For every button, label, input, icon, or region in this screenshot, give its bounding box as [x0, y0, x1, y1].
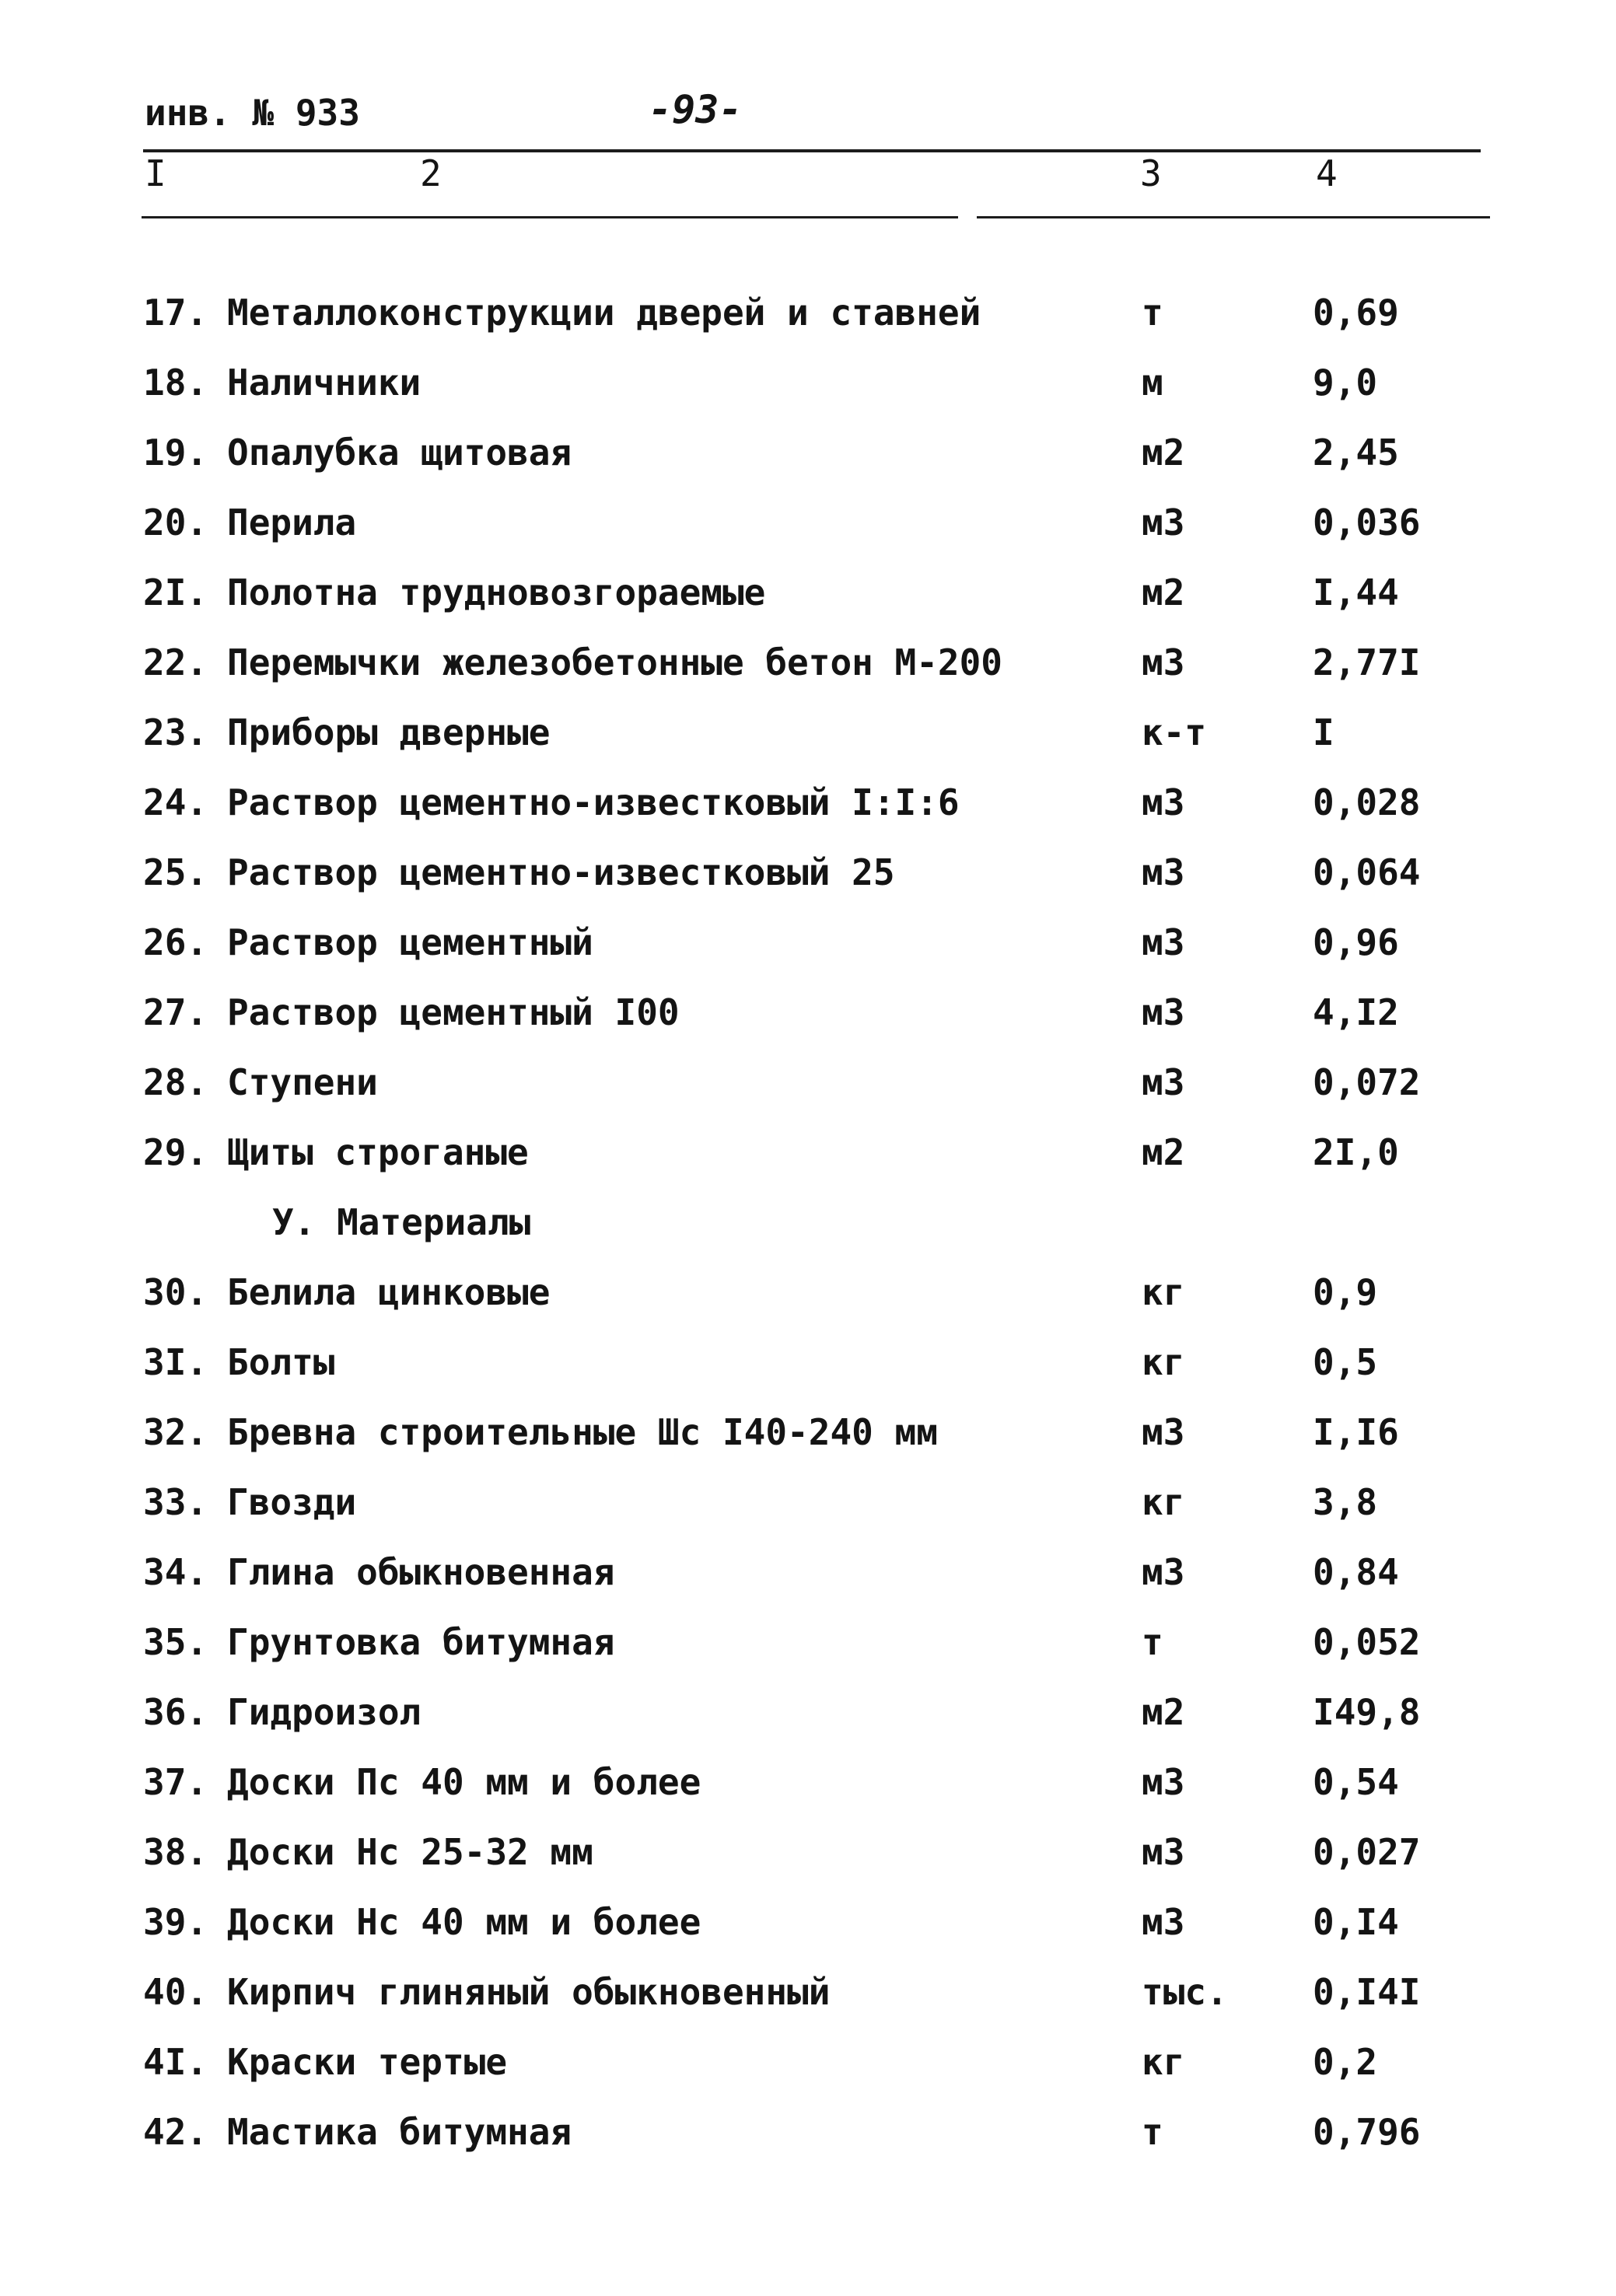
row-name: Грунтовка битумная [227, 1621, 615, 1663]
row-quantity: 2,45 [1313, 432, 1399, 474]
column-header-4: 4 [1316, 152, 1338, 194]
row-unit: м3 [1142, 851, 1185, 893]
row-quantity: 0,54 [1313, 1761, 1399, 1803]
row-quantity: 0,036 [1313, 501, 1421, 543]
header-rule-bottom-right [977, 216, 1490, 218]
row-name: Опалубка щитовая [227, 432, 572, 474]
row-quantity: I [1313, 711, 1334, 753]
row-unit: м3 [1142, 1831, 1185, 1873]
column-header-1: I [145, 152, 166, 194]
row-number: 22. [143, 641, 208, 683]
row-quantity: 0,027 [1313, 1831, 1421, 1873]
row-number: 39. [143, 1901, 208, 1943]
row-quantity: 0,I4 [1313, 1901, 1399, 1943]
row-name: Ступени [227, 1061, 378, 1103]
table-row [0, 709, 1616, 779]
row-number: 38. [143, 1831, 208, 1873]
row-number: 4I. [143, 2041, 208, 2083]
row-quantity: I,I6 [1313, 1411, 1399, 1453]
row-quantity: 0,052 [1313, 1621, 1421, 1663]
row-name: Раствор цементный I00 [227, 991, 680, 1033]
row-number: 37. [143, 1761, 208, 1803]
table-row [0, 1899, 1616, 1969]
table-row [0, 1549, 1616, 1619]
row-name: Мастика битумная [227, 2111, 572, 2153]
row-quantity: 4,I2 [1313, 991, 1399, 1033]
row-name: Доски Пс 40 мм и более [227, 1761, 701, 1803]
row-name: Гидроизол [227, 1691, 421, 1733]
row-quantity: 0,5 [1313, 1341, 1378, 1383]
row-unit: кг [1142, 2041, 1185, 2083]
row-name: Кирпич глиняный обыкновенный [227, 1971, 831, 2013]
row-quantity: 0,9 [1313, 1271, 1378, 1313]
row-unit: кг [1142, 1481, 1185, 1523]
row-unit: м2 [1142, 571, 1185, 613]
table-row [0, 1689, 1616, 1759]
row-unit: м3 [1142, 641, 1185, 683]
row-number: 19. [143, 432, 208, 474]
row-name: Доски Нс 25-32 мм [227, 1831, 593, 1873]
row-unit: м2 [1142, 432, 1185, 474]
row-name: Бревна строительные Шс I40-240 мм [227, 1411, 938, 1453]
table-row [0, 1619, 1616, 1689]
row-number: 34. [143, 1551, 208, 1593]
row-quantity: 0,064 [1313, 851, 1421, 893]
row-name: Гвозди [227, 1481, 357, 1523]
row-quantity: 3,8 [1313, 1481, 1378, 1523]
row-name: Перемычки железобетонные бетон М-200 [227, 641, 1002, 683]
table-row [0, 359, 1616, 429]
row-number: 26. [143, 921, 208, 963]
row-number: 28. [143, 1061, 208, 1103]
row-unit: т [1142, 292, 1163, 334]
row-number: 20. [143, 501, 208, 543]
row-number: 18. [143, 362, 208, 404]
table-row [0, 1759, 1616, 1829]
table-row [0, 849, 1616, 919]
row-number: 23. [143, 711, 208, 753]
row-quantity: 0,028 [1313, 781, 1421, 823]
row-unit: м3 [1142, 501, 1185, 543]
row-unit: м3 [1142, 1411, 1185, 1453]
row-name: Металлоконструкции дверей и ставней [227, 292, 981, 334]
table-row [0, 919, 1616, 989]
row-number: 35. [143, 1621, 208, 1663]
table-row [0, 1269, 1616, 1339]
row-number: 29. [143, 1131, 208, 1173]
row-quantity: I,44 [1313, 571, 1399, 613]
row-name: Раствор цементный [227, 921, 593, 963]
row-quantity: 0,072 [1313, 1061, 1421, 1103]
row-quantity: I49,8 [1313, 1691, 1421, 1733]
row-quantity: 0,I4I [1313, 1971, 1421, 2013]
table-row [0, 989, 1616, 1059]
column-header-3: 3 [1140, 152, 1162, 194]
table-row [0, 1409, 1616, 1479]
row-name: Полотна трудновозгораемые [227, 571, 766, 613]
row-quantity: 9,0 [1313, 362, 1378, 404]
row-number: 42. [143, 2111, 208, 2153]
row-unit: м3 [1142, 1551, 1185, 1593]
row-unit: м3 [1142, 1901, 1185, 1943]
row-number: 33. [143, 1481, 208, 1523]
row-quantity: 0,796 [1313, 2111, 1421, 2153]
table-row [0, 1829, 1616, 1899]
row-name: Краски тертые [227, 2041, 508, 2083]
row-quantity: 2I,0 [1313, 1131, 1399, 1173]
row-unit: м3 [1142, 1761, 1185, 1803]
row-quantity: 0,96 [1313, 921, 1399, 963]
table-row [0, 779, 1616, 849]
row-name: Наличники [227, 362, 421, 404]
row-number: 25. [143, 851, 208, 893]
row-unit: м3 [1142, 991, 1185, 1033]
row-name: У. Материалы [272, 1201, 531, 1243]
table-row [0, 1129, 1616, 1199]
row-quantity: 0,84 [1313, 1551, 1399, 1593]
row-name: Щиты строганые [227, 1131, 529, 1173]
row-quantity: 2,77I [1313, 641, 1421, 683]
row-unit: м [1142, 362, 1163, 404]
table-row [0, 429, 1616, 499]
table-row [0, 639, 1616, 709]
row-number: 30. [143, 1271, 208, 1313]
table-row [0, 1479, 1616, 1549]
row-name: Доски Нс 40 мм и более [227, 1901, 701, 1943]
section-heading-row [0, 1199, 1616, 1269]
row-name: Белила цинковые [227, 1271, 551, 1313]
row-unit: к-т [1142, 711, 1207, 753]
table-row [0, 2039, 1616, 2109]
inventory-number: инв. № 933 [145, 92, 360, 134]
row-number: 32. [143, 1411, 208, 1453]
row-unit: кг [1142, 1341, 1185, 1383]
row-quantity: 0,2 [1313, 2041, 1378, 2083]
row-unit: т [1142, 2111, 1163, 2153]
row-unit: тыс. [1142, 1971, 1228, 2013]
row-name: Перила [227, 501, 357, 543]
row-number: 36. [143, 1691, 208, 1733]
table-row [0, 499, 1616, 569]
table-row [0, 1969, 1616, 2039]
row-unit: м2 [1142, 1691, 1185, 1733]
row-name: Глина обыкновенная [227, 1551, 615, 1593]
row-unit: м3 [1142, 1061, 1185, 1103]
column-header-2: 2 [420, 152, 442, 194]
row-number: 40. [143, 1971, 208, 2013]
row-unit: т [1142, 1621, 1163, 1663]
table-row [0, 2109, 1616, 2179]
row-number: 27. [143, 991, 208, 1033]
row-unit: м3 [1142, 921, 1185, 963]
header-rule-top [143, 149, 1481, 152]
table-row [0, 1339, 1616, 1409]
row-name: Болты [227, 1341, 335, 1383]
row-name: Приборы дверные [227, 711, 551, 753]
row-name: Раствор цементно-известковый 25 [227, 851, 895, 893]
row-number: 3I. [143, 1341, 208, 1383]
table-row [0, 569, 1616, 639]
row-name: Раствор цементно-известковый I:I:6 [227, 781, 960, 823]
row-number: 24. [143, 781, 208, 823]
table-row [0, 289, 1616, 359]
row-number: 17. [143, 292, 208, 334]
page-number: -93- [649, 87, 743, 132]
header-rule-bottom-left [142, 216, 958, 218]
row-quantity: 0,69 [1313, 292, 1399, 334]
row-unit: кг [1142, 1271, 1185, 1313]
row-number: 2I. [143, 571, 208, 613]
table-row [0, 1059, 1616, 1129]
row-unit: м3 [1142, 781, 1185, 823]
row-unit: м2 [1142, 1131, 1185, 1173]
